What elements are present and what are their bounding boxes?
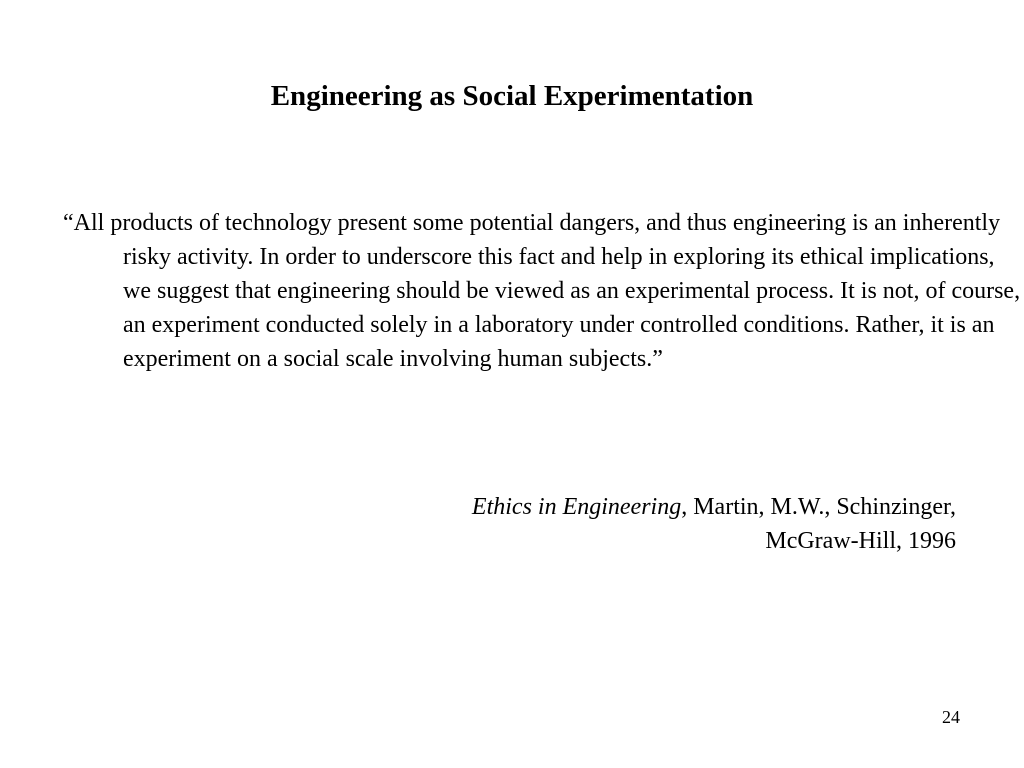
citation-book-title: Ethics in Engineering [471,494,682,520]
slide-title: Engineering as Social Experimentation [270,80,754,112]
page-number: 24 [942,707,960,727]
citation-authors: , Martin, M.W., Schinzinger, [681,494,956,520]
citation [256,490,956,558]
quote-text: “All products of technology present some potential dangers, and thus engineering is an inherently risky activity. In order to underscore this fact and help in exploring its ethical implications, we suggest that engineering should be viewed as an experimental process. It is not, of course, an experiment conducted solely in a laboratory under controlled conditions. Rather, it is an experiment on a social scale involving human subjects.” [63,210,1021,372]
citation-publisher: McGraw-Hill, 1996 [765,528,956,554]
